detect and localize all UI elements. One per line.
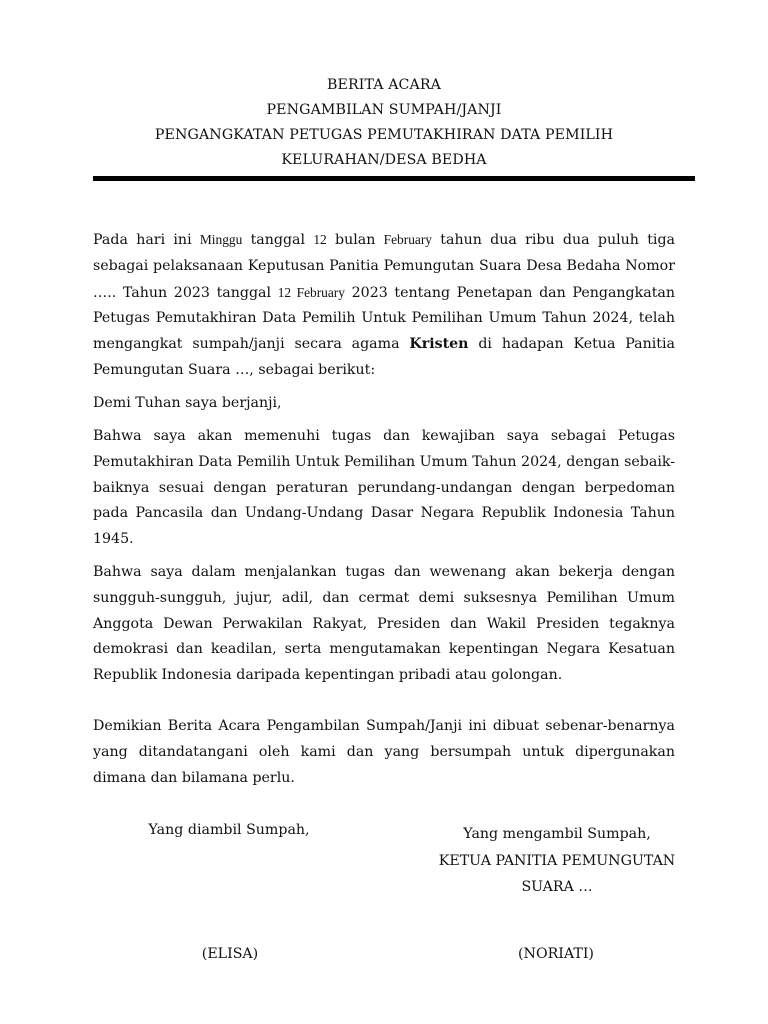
signatory-name-left: (ELISA)	[201, 946, 259, 962]
signature-left-label: Yang diambil Sumpah,	[148, 822, 310, 838]
oath-conduct-text: Bahwa saya dalam menjalankan tugas dan wewenang akan bekerja dengan sungguh-sungguh, jujur, adil, dan cermat demi suksesnya Pemilihan Umum Anggota Dewan Perwakilan Rakyat, Presiden dan Wakil Presiden tegaknya demokrasi dan keadilan, serta mengutamakan kepentingan Negara Kesatuan Republik Indonesia daripada kepentingan pribadi atau golongan.	[93, 564, 675, 684]
opening-date-2: 12 February	[277, 284, 345, 300]
signature-right-title: KETUA PANITIA PEMUNGUTAN	[438, 852, 676, 869]
opening-text-2: tanggal	[242, 232, 314, 248]
closing-text: Demikian Berita Acara Pengambilan Sumpah/Janji ini dibuat sebenar-benarnya yang ditandatangani oleh kami dan yang bersumpah untuk dipergunakan dimana dan bilamana perlu.	[93, 718, 675, 786]
oath-duty-text: Bahwa saya akan memenuhi tugas dan kewajiban saya sebagai Petugas Pemutakhiran Data Pemilih Untuk Pemilihan Umum Tahun 2024, dengan sebaik-baiknya sesuai dengan peraturan perundang-undangan dengan berpedoman pada Pancasila dan Undang-Undang Dasar Negara Republik Indonesia Tahun 1945.	[93, 428, 675, 548]
header-subject: PENGANGKATAN PETUGAS PEMUTAKHIRAN DATA PEMILIH	[154, 127, 614, 143]
opening-religion: Kristen	[409, 336, 469, 353]
signature-right-label: Yang mengambil Sumpah,	[463, 826, 651, 842]
opening-text-6: di hadapan Ketua Panitia Pemungutan Suara …, sebagai berikut:	[93, 336, 675, 378]
paragraph-oath-intro	[93, 391, 675, 417]
opening-text-1: Pada hari ini	[93, 232, 200, 248]
paragraph-opening	[93, 227, 675, 384]
opening-month: February	[383, 232, 432, 247]
signature-block-left	[118, 818, 340, 843]
paragraph-oath-conduct	[93, 560, 675, 689]
header-divider	[93, 176, 695, 181]
oath-intro-text: Demi Tuhan saya berjanji,	[93, 395, 282, 411]
header-title: BERITA ACARA	[327, 77, 441, 93]
opening-text-5: 2023 tentang Penetapan dan Pengangkatan Petugas Pemutakhiran Data Pemilih Untuk Pemilihan Umum Tahun 2024, telah mengangkat sumpah/janji secara agama	[93, 284, 675, 353]
paragraph-oath-duty	[93, 424, 675, 553]
opening-date: 12	[313, 232, 327, 247]
document-header	[0, 73, 768, 173]
signature-right-title-cont: SUARA …	[521, 879, 593, 895]
opening-day: Minggu	[199, 232, 243, 247]
header-subtitle: PENGAMBILAN SUMPAH/JANJI	[266, 102, 502, 118]
header-location: KELURAHAN/DESA BEDHA	[281, 152, 487, 168]
opening-text-4: tahun dua ribu dua puluh tiga sebagai pelaksanaan Keputusan Panitia Pemungutan Suara Desa Bedaha Nomor ….. Tahun 2023 tanggal	[93, 232, 675, 301]
paragraph-closing	[93, 714, 675, 791]
signatory-name-right: (NORIATI)	[518, 946, 594, 962]
opening-text-3: bulan	[326, 232, 384, 248]
signature-block-right	[420, 821, 694, 901]
